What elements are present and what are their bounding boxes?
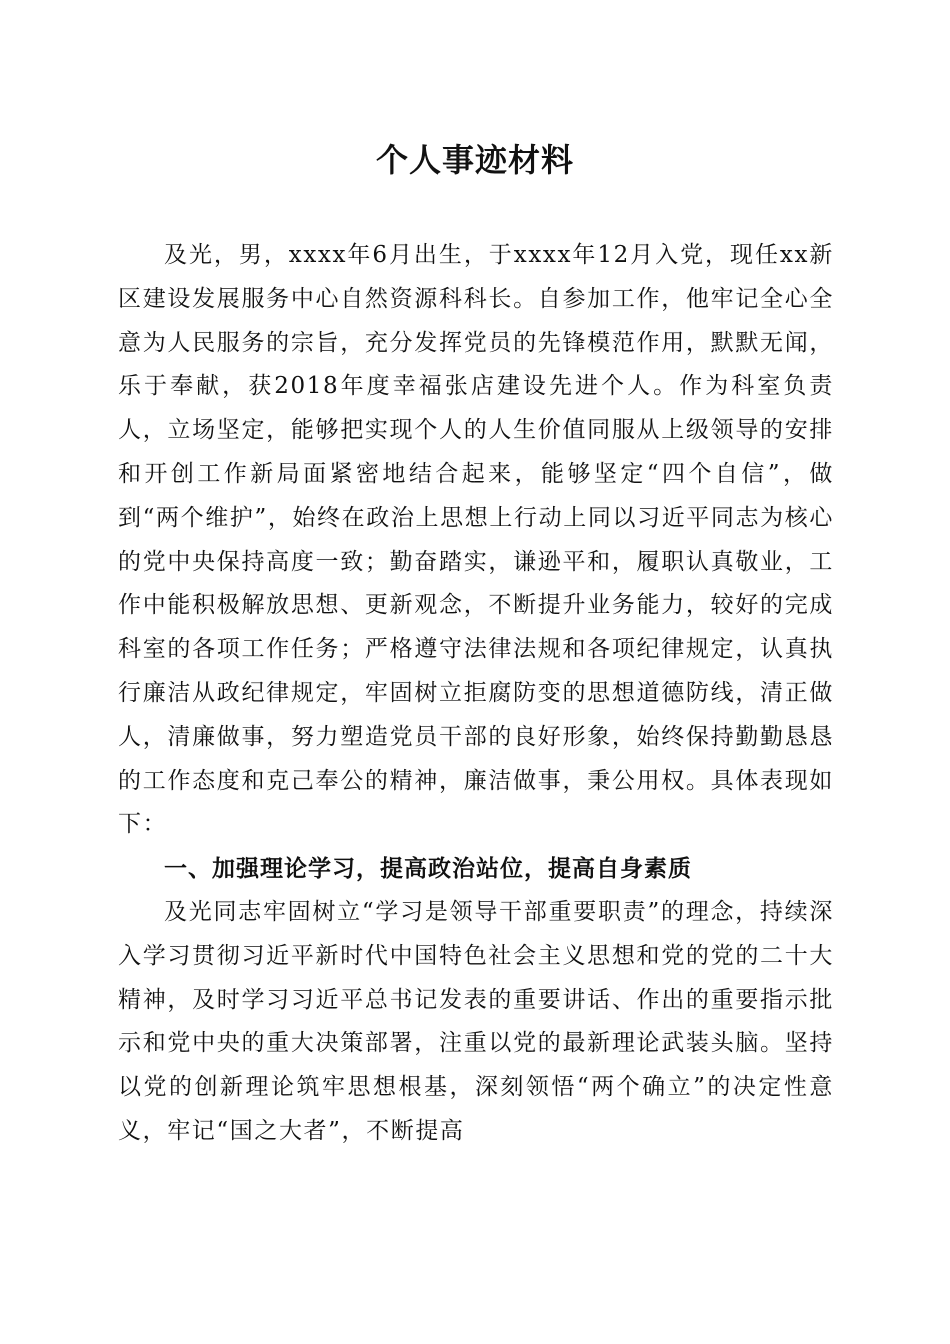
section-paragraph: 及光同志牢固树立“学习是领导干部重要职责”的理念，持续深入学习贯彻习近平新时代中国特色社会主义思想和党的党的二十大精神，及时学习习近平总书记发表的重要讲话、作出的重要指示批示和党中央的重大决策部署，注重以党的最新理论武装头脑。坚持以党的创新理论筑牢思想根基，深刻领悟“两个确立”的决定性意义，牢记“国之大者”，不断提高 xyxy=(118,898,834,1144)
document-body xyxy=(118,234,834,1154)
section-heading: 一、加强理论学习，提高政治站位，提高自身素质 xyxy=(164,855,692,883)
document-title: 个人事迹材料 xyxy=(375,141,574,179)
intro-paragraph: 及光，男，xxxx年6月出生，于xxxx年12月入党，现任xx新区建设发展服务中心自然资源科科长。自参加工作，他牢记全心全意为人民服务的宗旨，充分发挥党员的先锋模范作用，默默无闻，乐于奉献，获2018年度幸福张店建设先进个人。作为科室负责人，立场坚定，能够把实现个人的人生价值同服从上级领导的安排和开创工作新局面紧密地结合起来，能够坚定“四个自信”，做到“两个维护”，始终在政治上思想上行动上同以习近平同志为核心的党中央保持高度一致；勤奋踏实，谦逊平和，履职认真敬业，工作中能积极解放思想、更新观念，不断提升业务能力，较好的完成科室的各项工作任务；严格遵守法律法规和各项纪律规定，认真执行廉洁从政纪律规定，牢固树立拒腐防变的思想道德防线，清正做人，清廉做事，努力塑造党员干部的良好形象，始终保持勤勤恳恳的工作态度和克己奉公的精神，廉洁做事，秉公用权。具体表现如下： xyxy=(118,242,834,838)
